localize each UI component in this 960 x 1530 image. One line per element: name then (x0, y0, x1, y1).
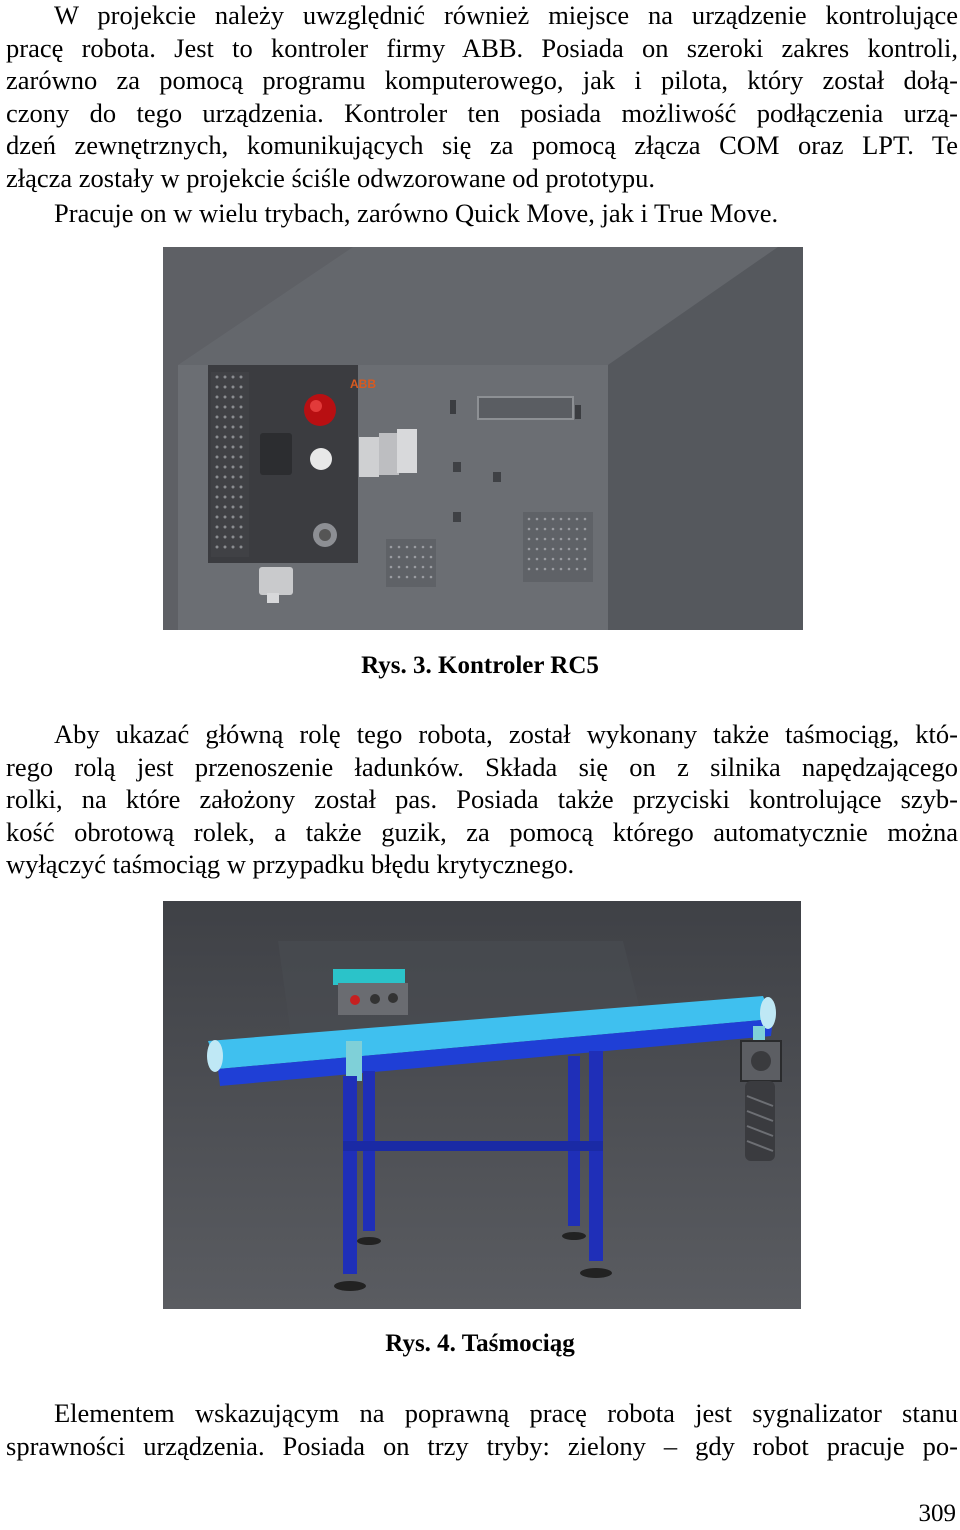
text-line: Pracuje on w wielu trybach, zarówno Quick Move, jak i True Move. (54, 198, 779, 228)
page-number: 309 (918, 1500, 956, 1527)
figure-controller-rc5 (163, 247, 803, 630)
text-line: czony do tego urządzenia. Kontroler ten posiada możliwość podłączenia urzą- (6, 97, 958, 128)
paragraph-controller-modes (6, 197, 958, 230)
figure-caption-rys4: Rys. 4. Taśmociąg (385, 1330, 575, 1357)
figure-conveyor (163, 901, 801, 1309)
text-line: Aby ukazać główną rolę tego robota, został wykonany także taśmociąg, któ- (54, 719, 958, 749)
text-line: wyłączyć taśmociąg w przypadku błędu krytycznego. (6, 849, 575, 880)
text-line: dzeń zewnętrznych, komunikujących się za pomocą złącza COM oraz LPT. Te (6, 130, 958, 161)
text-line: W projekcie należy uwzględnić również miejsce na urządzenie kontrolujące (54, 0, 958, 30)
text-line: kość obrotową rolek, a także guzik, za pomocą którego automatycznie można (6, 816, 958, 847)
text-line: Elementem wskazującym na poprawną pracę robota jest sygnalizator stanu (54, 1398, 958, 1428)
text-line: rolki, na które założony został pas. Posiada także przyciski kontrolujące szyb- (6, 784, 958, 815)
text-line: pracę robota. Jest to kontroler firmy ABB. Posiada on szeroki zakres kontroli, (6, 32, 958, 63)
text-line: rego rolą jest przenoszenie ładunków. Składa się on z silnika napędzającego (6, 751, 958, 782)
figure-caption-rys3: Rys. 3. Kontroler RC5 (361, 652, 599, 679)
controller-illustration (163, 247, 803, 630)
paragraph-signalizer (6, 1397, 958, 1462)
text-line: złącza zostały w projekcie ściśle odwzorowane od prototypu. (6, 162, 656, 193)
conveyor-illustration (163, 901, 801, 1309)
text-line: zarówno za pomocą programu komputerowego, jak i pilota, który został dołą- (6, 65, 958, 96)
text-line: sprawności urządzenia. Posiada on trzy tryby: zielony – gdy robot pracuje po- (6, 1430, 958, 1461)
abb-logo: ABB (350, 377, 376, 391)
paragraph-controller-intro (6, 0, 958, 195)
paragraph-conveyor (6, 718, 958, 881)
